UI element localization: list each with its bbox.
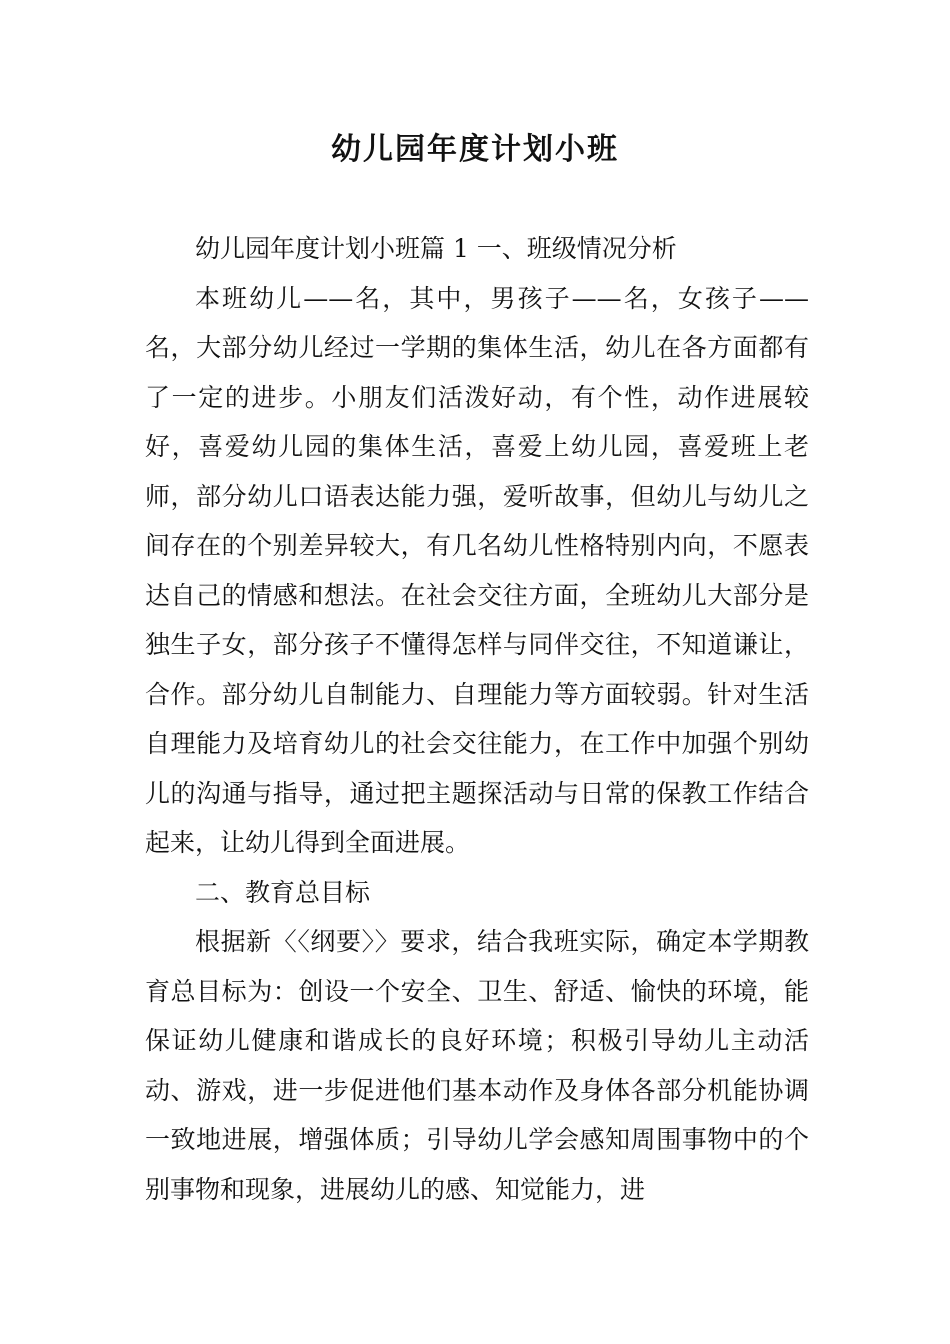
document-title: 幼儿园年度计划小班 xyxy=(331,132,619,167)
paragraph-section-heading-1: 幼儿园年度计划小班篇 1 一、班级情况分析 xyxy=(195,234,677,263)
paragraph-education-goals: 根据新〈〈纲要〉〉要求，结合我班实际，确定本学期教育总目标为：创设一个安全、卫生、舒适、愉快的环境，能保证幼儿健康和谐成长的良好环境；积极引导幼儿主动活动、游戏，进一步促进他们基本动作及身体各部分机能协调一致地进展，增强体质；引导幼儿学会感知周围事物中的个别事物和现象，进展幼儿的感、知觉能力，进 xyxy=(145,927,809,1204)
paragraph-class-analysis: 本班幼儿——名，其中，男孩子——名，女孩子——名，大部分幼儿经过一学期的集体生活，幼儿在各方面都有了一定的进步。小朋友们活泼好动，有个性，动作进展较好，喜爱幼儿园的集体生活，喜爱上幼儿园，喜爱班上老师，部分幼儿口语表达能力强，爱听故事，但幼儿与幼儿之间存在的个别差异较大，有几名幼儿性格特别内向，不愿表达自己的情感和想法。在社会交往方面，全班幼儿大部分是独生子女，部分孩子不懂得怎样与同伴交往，不知道谦让，合作。部分幼儿自制能力、自理能力等方面较弱。针对生活自理能力及培育幼儿的社会交往能力，在工作中加强个别幼儿的沟通与指导，通过把主题探活动与日常的保教工作结合起来，让幼儿得到全面进展。 xyxy=(145,283,809,857)
paragraph-section-heading-2: 二、教育总目标 xyxy=(195,877,371,907)
document-body xyxy=(145,224,809,1214)
